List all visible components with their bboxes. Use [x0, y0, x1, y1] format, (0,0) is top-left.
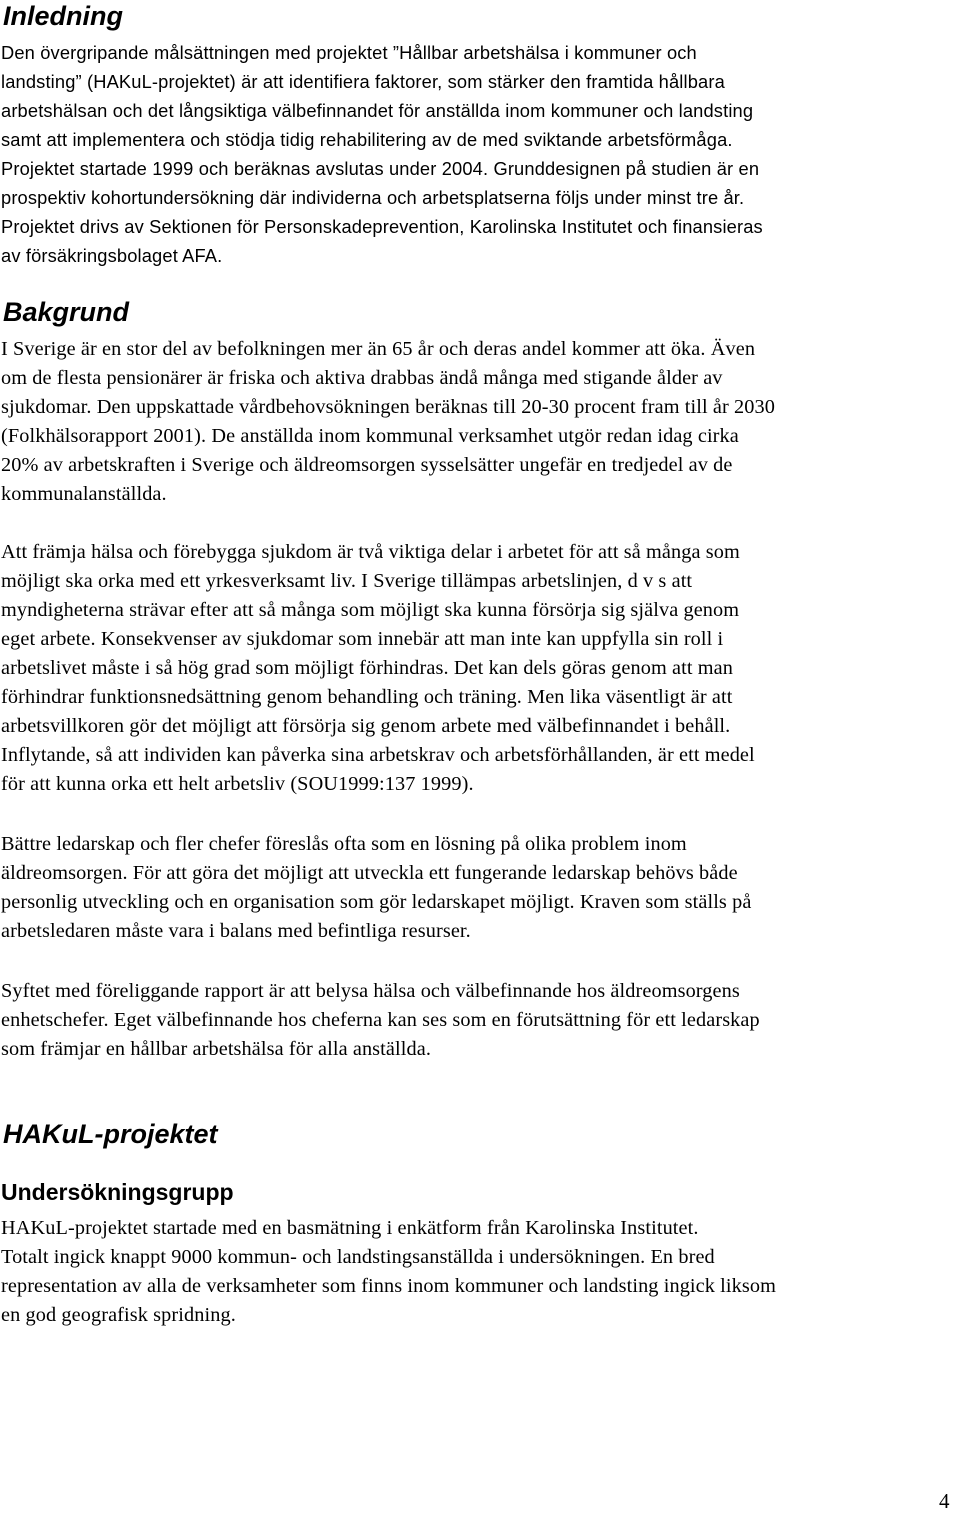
- text-line: som främjar en hållbar arbetshälsa för alla anställda.: [1, 1038, 431, 1060]
- text-line: Bättre ledarskap och fler chefer föreslås ofta som en lösning på olika problem inom: [1, 833, 687, 855]
- background-paragraph-2: [1, 538, 755, 799]
- text-line: arbetsledaren måste vara i balans med befintliga resurser.: [1, 920, 471, 942]
- text-line: Projektet drivs av Sektionen för Personskadeprevention, Karolinska Institutet och finansieras: [1, 216, 763, 237]
- text-line: Projektet startade 1999 och beräknas avslutas under 2004. Grunddesignen på studien är en: [1, 158, 760, 179]
- background-paragraph-1: [1, 335, 775, 509]
- text-line: eget arbete. Konsekvenser av sjukdomar som innebär att man inte kan uppfylla sin roll i: [1, 628, 724, 650]
- text-line: (Folkhälsorapport 2001). De anställda inom kommunal verksamhet utgör redan idag cirka: [1, 425, 739, 447]
- background-paragraph-3: [1, 830, 751, 946]
- text-line: äldreomsorgen. För att göra det möjligt att utveckla ett fungerande ledarskap behövs både: [1, 862, 738, 884]
- text-line: om de flesta pensionärer är friska och aktiva drabbas ändå många med stigande ålder av: [1, 367, 723, 389]
- text-line: prospektiv kohortundersökning där individerna och arbetsplatserna följs under minst tre år.: [1, 187, 745, 208]
- text-line: arbetsvillkoren gör det möjligt att försörja sig genom arbete med välbefinnandet i behåll.: [1, 715, 731, 737]
- text-line: HAKuL-projektet startade med en basmätning i enkätform från Karolinska Institutet.: [1, 1217, 699, 1239]
- text-line: förhindrar funktionsnedsättning genom behandling och träning. Men lika väsentligt är att: [1, 686, 733, 708]
- text-line: Att främja hälsa och förebygga sjukdom är två viktiga delar i arbetet för att så många som: [1, 541, 740, 563]
- text-line: arbetshälsan och det långsiktiga välbefinnandet för anställda inom kommuner och landsting: [1, 100, 754, 121]
- section-heading-bakgrund: Bakgrund: [3, 297, 130, 327]
- hakul-paragraph: [1, 1214, 776, 1330]
- text-line: Totalt ingick knappt 9000 kommun- och landstingsanställda i undersökningen. En bred: [1, 1246, 715, 1268]
- text-line: kommunalanställda.: [1, 483, 167, 505]
- text-line: av försäkringsbolaget AFA.: [1, 245, 223, 266]
- text-line: representation av alla de verksamheter som finns inom kommuner och landsting ingick liksom: [1, 1275, 777, 1297]
- text-line: möjligt ska orka med ett yrkesverksamt liv. I Sverige tillämpas arbetslinjen, d v s att: [1, 570, 693, 592]
- text-line: myndigheterna strävar efter att så många som möjligt ska kunna försörja sig själva genom: [1, 599, 740, 621]
- text-line: Syftet med föreliggande rapport är att belysa hälsa och välbefinnande hos äldreomsorgens: [1, 980, 740, 1002]
- intro-paragraph: [1, 38, 763, 270]
- section-heading-hakul: HAKuL-projektet: [3, 1119, 218, 1149]
- text-line: enhetschefer. Eget välbefinnande hos cheferna kan ses som en förutsättning för ett ledarskap: [1, 1009, 760, 1031]
- text-line: I Sverige är en stor del av befolkningen mer än 65 år och deras andel kommer att öka. Även: [1, 338, 756, 360]
- text-line: en god geografisk spridning.: [1, 1304, 236, 1326]
- text-line: landsting” (HAKuL-projektet) är att identifiera faktorer, som stärker den framtida hållbara: [1, 71, 725, 92]
- subheading-undersokningsgrupp: Undersökningsgrupp: [1, 1179, 234, 1205]
- text-line: för att kunna orka ett helt arbetsliv (SOU1999:137 1999).: [1, 773, 474, 795]
- text-line: 20% av arbetskraften i Sverige och äldreomsorgen sysselsätter ungefär en tredjedel av de: [1, 454, 733, 476]
- text-line: Den övergripande målsättningen med projektet ”Hållbar arbetshälsa i kommuner och: [1, 42, 697, 63]
- text-line: sjukdomar. Den uppskattade vårdbehovsökningen beräknas till 20-30 procent fram till år 2030: [1, 396, 775, 418]
- section-heading-inledning: Inledning: [3, 1, 123, 31]
- text-line: Inflytande, så att individen kan påverka sina arbetskrav och arbetsförhållanden, är ett medel: [1, 744, 755, 766]
- text-line: samt att implementera och stödja tidig rehabilitering av de med sviktande arbetsförmåga.: [1, 129, 733, 150]
- text-line: personlig utveckling och en organisation som gör ledarskapet möjligt. Kraven som ställs på: [1, 891, 752, 913]
- text-line: arbetslivet måste i så hög grad som möjligt förhindras. Det kan dels göras genom att man: [1, 657, 734, 679]
- page-number: 4: [939, 1489, 950, 1513]
- background-paragraph-4: [1, 977, 760, 1064]
